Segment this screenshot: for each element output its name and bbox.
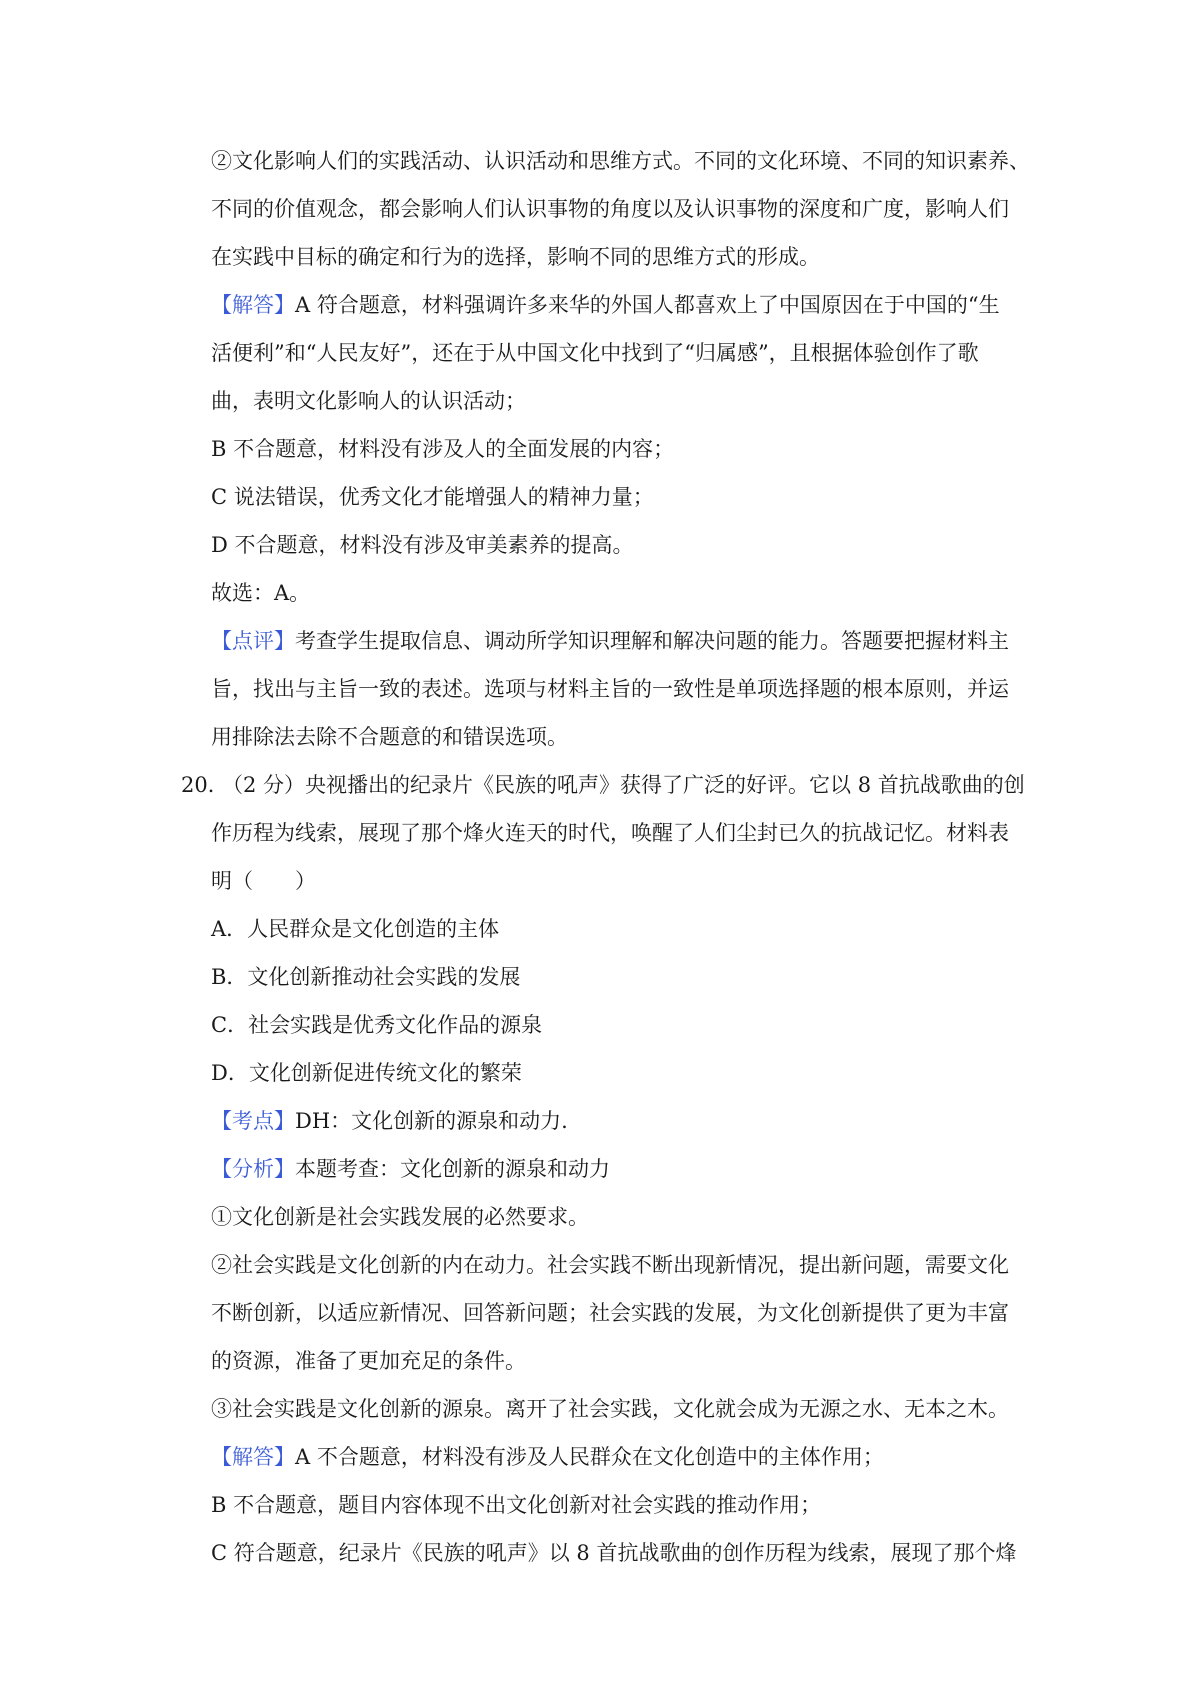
kaodian-line <box>211 1106 568 1136</box>
fenxi-point: 的资源，准备了更加充足的条件。 <box>211 1349 526 1373</box>
option-b: B．文化创新推动社会实践的发展 <box>211 965 521 989</box>
comment-line-first <box>211 626 1009 656</box>
option-d: D．文化创新促进传统文化的繁荣 <box>211 1061 522 1085</box>
comment-tag: 【点评】 <box>211 629 295 653</box>
fenxi-text: 本题考查：文化创新的源泉和动力 <box>295 1157 610 1181</box>
jieda-line: B 不合题意，题目内容体现不出文化创新对社会实践的推动作用； <box>211 1493 822 1517</box>
answer-tag: 【解答】 <box>211 293 295 317</box>
comment-line: 用排除法去除不合题意的和错误选项。 <box>211 725 568 749</box>
analysis-line: 不同的价值观念，都会影响人们认识事物的角度以及认识事物的深度和广度，影响人们 <box>211 197 1009 221</box>
question-stem: 明（ ） <box>211 869 316 893</box>
fenxi-point: ③社会实践是文化创新的源泉。离开了社会实践，文化就会成为无源之水、无本之木。 <box>211 1397 1009 1421</box>
analysis-line: ②文化影响人们的实践活动、认识活动和思维方式。不同的文化环境、不同的知识素养、 <box>211 149 1030 173</box>
fenxi-line <box>211 1154 610 1184</box>
comment-text: 考查学生提取信息、调动所学知识理解和解决问题的能力。答题要把握材料主 <box>295 629 1009 653</box>
fenxi-point: ②社会实践是文化创新的内在动力。社会实践不断出现新情况，提出新问题，需要文化 <box>211 1253 1009 1277</box>
answer-choice: 故选：A。 <box>211 581 311 605</box>
answer-line-first <box>211 290 1000 320</box>
answer-line: 活便利”和“人民友好”，还在于从中国文化中找到了“归属感”，且根据体验创作了歌 <box>211 341 979 365</box>
jieda-line: C 符合题意，纪录片《民族的吼声》以 8 首抗战歌曲的创作历程为线索，展现了那个烽 <box>211 1541 1017 1565</box>
kaodian-tag: 【考点】 <box>211 1109 295 1133</box>
answer-line: C 说法错误，优秀文化才能增强人的精神力量； <box>211 485 654 509</box>
fenxi-point: 不断创新，以适应新情况、回答新问题；社会实践的发展，为文化创新提供了更为丰富 <box>211 1301 1009 1325</box>
answer-text: A 符合题意，材料强调许多来华的外国人都喜欢上了中国原因在于中国的“生 <box>295 293 1000 317</box>
jieda-tag: 【解答】 <box>211 1445 295 1469</box>
jieda-line-first <box>211 1442 884 1472</box>
option-a: A．人民群众是文化创造的主体 <box>211 917 500 941</box>
answer-line: D 不合题意，材料没有涉及审美素养的提高。 <box>211 533 634 557</box>
jieda-text: A 不合题意，材料没有涉及人民群众在文化创造中的主体作用； <box>295 1445 884 1469</box>
option-c: C．社会实践是优秀文化作品的源泉 <box>211 1013 543 1037</box>
answer-line: 曲，表明文化影响人的认识活动； <box>211 389 526 413</box>
analysis-line: 在实践中目标的确定和行为的选择，影响不同的思维方式的形成。 <box>211 245 820 269</box>
question-stem: （2 分）央视播出的纪录片《民族的吼声》获得了广泛的好评。它以 8 首抗战歌曲的创 <box>222 773 1025 797</box>
answer-line: B 不合题意，材料没有涉及人的全面发展的内容； <box>211 437 675 461</box>
fenxi-tag: 【分析】 <box>211 1157 295 1181</box>
question-stem: 作历程为线索，展现了那个烽火连天的时代，唤醒了人们尘封已久的抗战记忆。材料表 <box>211 821 1009 845</box>
question-number: 20． <box>181 773 229 797</box>
kaodian-text: DH：文化创新的源泉和动力. <box>295 1109 568 1133</box>
fenxi-point: ①文化创新是社会实践发展的必然要求。 <box>211 1205 589 1229</box>
comment-line: 旨，找出与主旨一致的表述。选项与材料主旨的一致性是单项选择题的根本原则，并运 <box>211 677 1009 701</box>
